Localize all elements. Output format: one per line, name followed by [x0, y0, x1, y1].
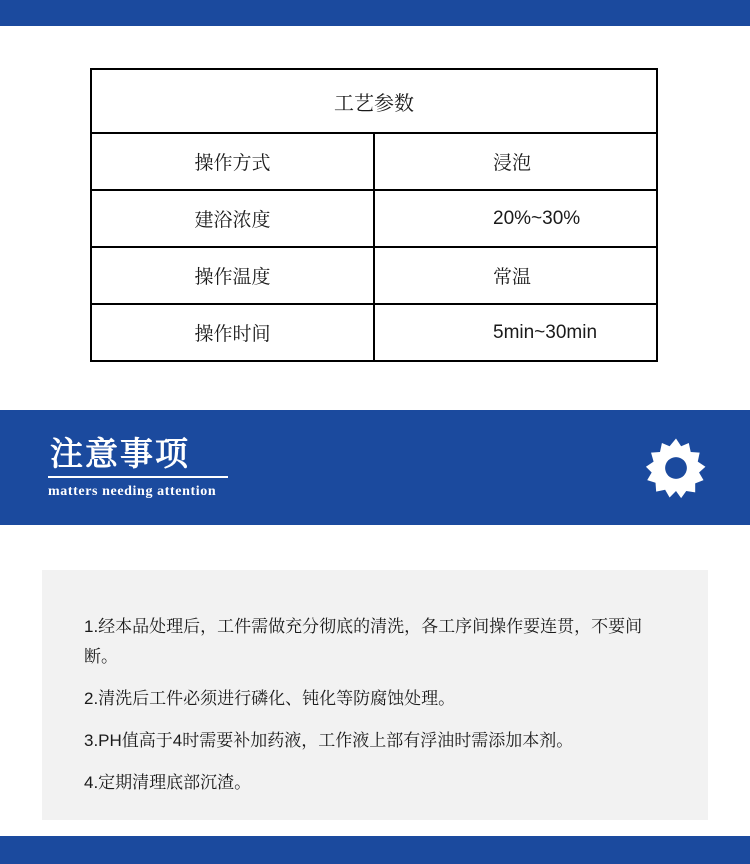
- table-row: [91, 133, 657, 190]
- table-row-label: 操作温度: [91, 247, 374, 304]
- table-row: [91, 247, 657, 304]
- top-blue-bar: [0, 0, 750, 26]
- list-item: 3.PH值高于4时需要补加药液，工作液上部有浮油时需添加本剂。: [84, 731, 574, 750]
- list-item: 4.定期清理底部沉渣。: [84, 773, 252, 792]
- banner-divider: [48, 476, 228, 478]
- process-parameters-table-wrapper: [90, 68, 658, 362]
- table-row: [91, 190, 657, 247]
- table-title-row: [91, 69, 657, 133]
- bottom-blue-bar: [0, 836, 750, 864]
- table-row-label: 操作方式: [91, 133, 374, 190]
- table-row-value: 常温: [374, 247, 657, 304]
- notice-banner: [0, 410, 750, 525]
- table-row-value: 浸泡: [374, 133, 657, 190]
- table-row-label: 建浴浓度: [91, 190, 374, 247]
- list-item: 1.经本品处理后，工件需做充分彻底的清洗，各工序间操作要连贯，不要间断。: [84, 617, 643, 666]
- process-parameters-table: [90, 68, 658, 362]
- notes-panel: [42, 570, 708, 820]
- banner-title: 注意事项: [50, 435, 190, 472]
- list-item: 2.清洗后工件必须进行磷化、钝化等防腐蚀处理。: [84, 689, 456, 708]
- table-row: [91, 304, 657, 361]
- table-row-value: 20%~30%: [374, 190, 657, 247]
- gear-icon: [644, 436, 708, 500]
- table-row-value: 5min~30min: [374, 304, 657, 361]
- table-row-label: 操作时间: [91, 304, 374, 361]
- banner-subtitle: matters needing attention: [48, 484, 217, 499]
- table-title-cell: 工艺参数: [91, 69, 657, 133]
